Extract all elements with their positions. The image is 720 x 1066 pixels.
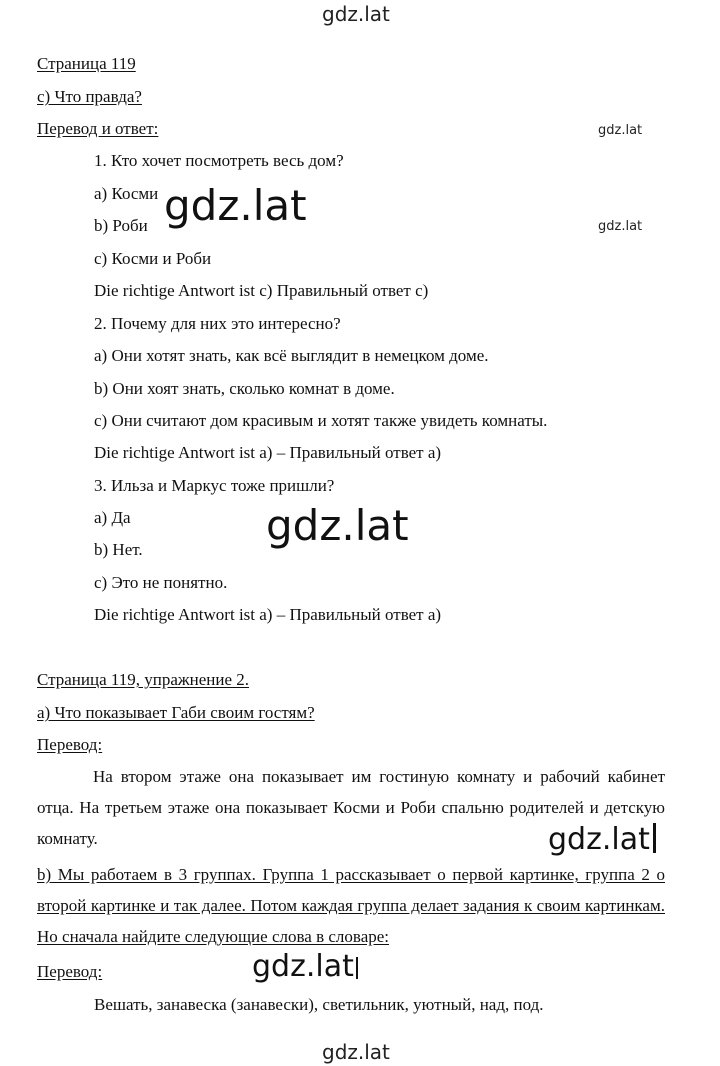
question-2-option-b: b) Они хоят знать, сколько комнат в доме.: [94, 379, 395, 398]
question-1: 1. Кто хочет посмотреть весь дом?: [94, 151, 344, 170]
question-3: 3. Ильза и Маркус тоже пришли?: [94, 476, 335, 495]
translation-label-a: Перевод:: [37, 735, 103, 754]
watermark-bottom: gdz.lat: [322, 1040, 390, 1064]
question-2-option-c: c) Они считают дом красивым и хотят также увидеть комнаты.: [94, 411, 548, 430]
watermark-medium-2: gdz.lat: [248, 949, 362, 984]
watermark-large-1: gdz.lat: [164, 181, 307, 230]
exercise-2-heading: Страница 119, упражнение 2.: [37, 670, 250, 689]
watermark-top: gdz.lat: [322, 2, 390, 26]
question-2: 2. Почему для них это интересно?: [94, 314, 341, 333]
translation-a-paragraph: На втором этаже она показывает им гостиную комнату и рабочий кабинет отца. На третьем этаже она показывает Косми и Роби спальню родителей и детскую комнату.: [37, 767, 665, 848]
question-2-option-a: a) Они хотят знать, как всё выглядит в немецком доме.: [94, 346, 489, 365]
question-1-answer: Die richtige Antwort ist c) Правильный ответ c): [94, 281, 429, 300]
translation-label-b: Перевод:: [37, 962, 103, 981]
task-c-heading: c) Что правда?: [37, 87, 142, 106]
question-3-option-b: b) Нет.: [94, 540, 143, 559]
task-b-paragraph: b) Мы работаем в 3 группах. Группа 1 рассказывает о первой картинке, группа 2 о второй картинке и так далее. Потом каждая группа делает задания к своим картинкам. Но сначала найдите следующие слова в словаре:: [37, 865, 665, 946]
question-1-option-b: b) Роби: [94, 216, 148, 235]
question-1-option-a: a) Косми: [94, 184, 159, 203]
watermark-large-2: gdz.lat: [266, 501, 409, 550]
question-3-option-c: c) Это не понятно.: [94, 573, 228, 592]
page-heading: Страница 119: [37, 54, 136, 73]
question-3-answer: Die richtige Antwort ist a) – Правильный ответ a): [94, 605, 442, 624]
watermark-right-1: gdz.lat: [598, 123, 643, 138]
watermark-right-2: gdz.lat: [598, 219, 643, 234]
watermark-medium-1: gdz.lat: [544, 822, 660, 857]
task-a-heading: a) Что показывает Габи своим гостям?: [37, 703, 315, 722]
question-1-option-c: c) Косми и Роби: [94, 249, 212, 268]
question-3-option-a: a) Да: [94, 508, 131, 527]
question-2-answer: Die richtige Antwort ist a) – Правильный ответ a): [94, 443, 442, 462]
translation-answer-label: Перевод и ответ:: [37, 119, 159, 138]
translation-b-text: Вешать, занавеска (занавески), светильник, уютный, над, под.: [94, 995, 544, 1014]
